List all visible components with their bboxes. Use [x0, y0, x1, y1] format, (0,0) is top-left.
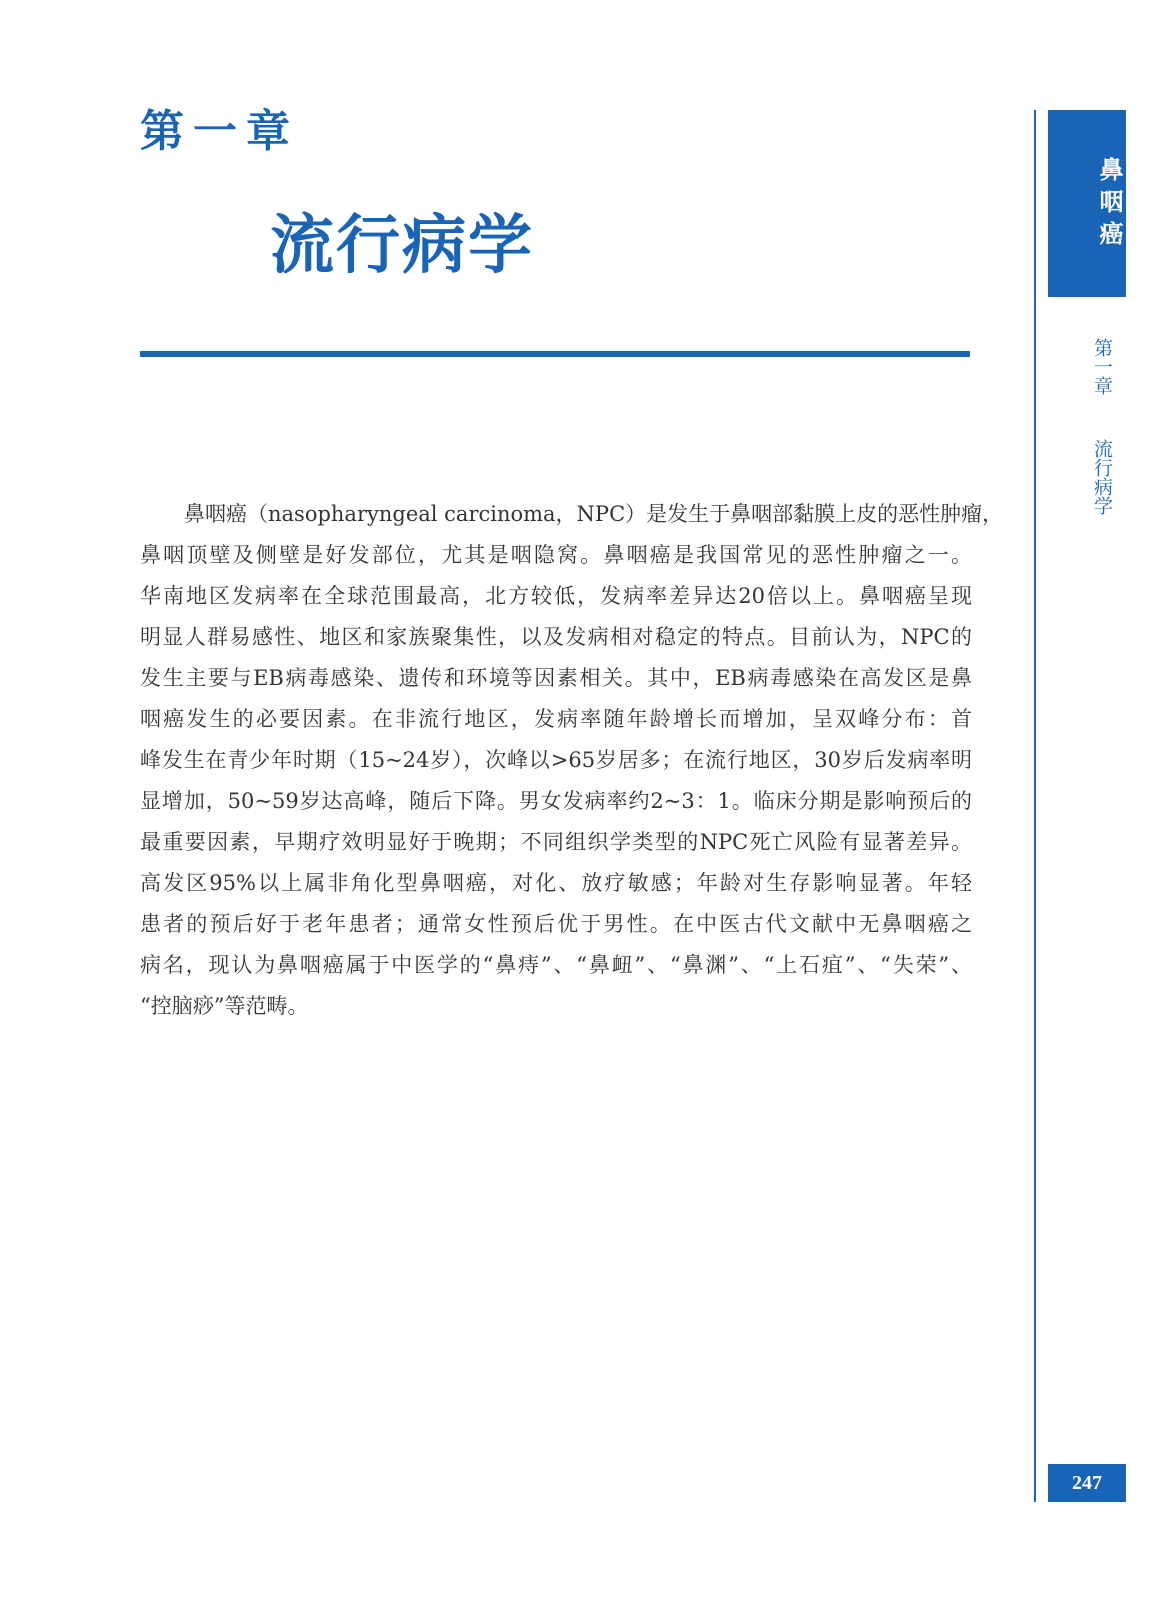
- side-book-title: 鼻咽癌: [1095, 157, 1123, 253]
- chapter-title: 流行病学: [270, 209, 534, 283]
- side-running-head: 第一章 流行病学: [1091, 338, 1113, 515]
- body-line: 显增加，50~59岁达高峰，随后下降。男女发病率约2~3：1。临床分期是影响预后的: [140, 789, 972, 813]
- side-book-tab: [1048, 110, 1126, 297]
- body-line: 患者的预后好于老年患者；通常女性预后优于男性。在中医古代文献中无鼻咽癌之: [140, 912, 972, 936]
- body-line: 发生主要与EB病毒感染、遗传和环境等因素相关。其中，EB病毒感染在高发区是鼻: [140, 666, 972, 690]
- body-line: 明显人群易感性、地区和家族聚集性，以及发病相对稳定的特点。目前认为，NPC的: [140, 625, 972, 649]
- body-line: 华南地区发病率在全球范围最高，北方较低，发病率差异达20倍以上。鼻咽癌呈现: [140, 584, 972, 608]
- body-line: 咽癌发生的必要因素。在非流行地区，发病率随年龄增长而增加，呈双峰分布：首: [140, 707, 972, 731]
- body-line: “控脑痧”等范畴。: [140, 994, 309, 1018]
- margin-vertical-rule: [1034, 110, 1036, 1502]
- chapter-number-heading: 第一章: [140, 106, 299, 157]
- body-paragraph: [140, 494, 1004, 1027]
- body-line: 高发区95%以上属非角化型鼻咽癌，对化、放疗敏感；年龄对生存影响显著。年轻: [140, 871, 972, 895]
- body-line: 鼻咽癌（nasopharyngeal carcinoma，NPC）是发生于鼻咽部黏膜上皮的恶性肿瘤，: [184, 502, 1004, 526]
- body-line: 病名，现认为鼻咽癌属于中医学的“鼻痔”、“鼻衄”、“鼻渊”、“上石疽”、“失荣”、: [140, 953, 972, 977]
- body-line: 鼻咽顶壁及侧壁是好发部位，尤其是咽隐窝。鼻咽癌是我国常见的恶性肿瘤之一。: [140, 543, 972, 567]
- body-line: 最重要因素，早期疗效明显好于晚期；不同组织学类型的NPC死亡风险有显著差异。: [140, 830, 972, 854]
- page-number-box: [1048, 1464, 1126, 1502]
- body-line: 峰发生在青少年时期（15~24岁），次峰以>65岁居多；在流行地区，30岁后发病率明: [140, 748, 972, 772]
- page-number: 247: [1072, 1472, 1102, 1494]
- title-divider: [140, 351, 970, 357]
